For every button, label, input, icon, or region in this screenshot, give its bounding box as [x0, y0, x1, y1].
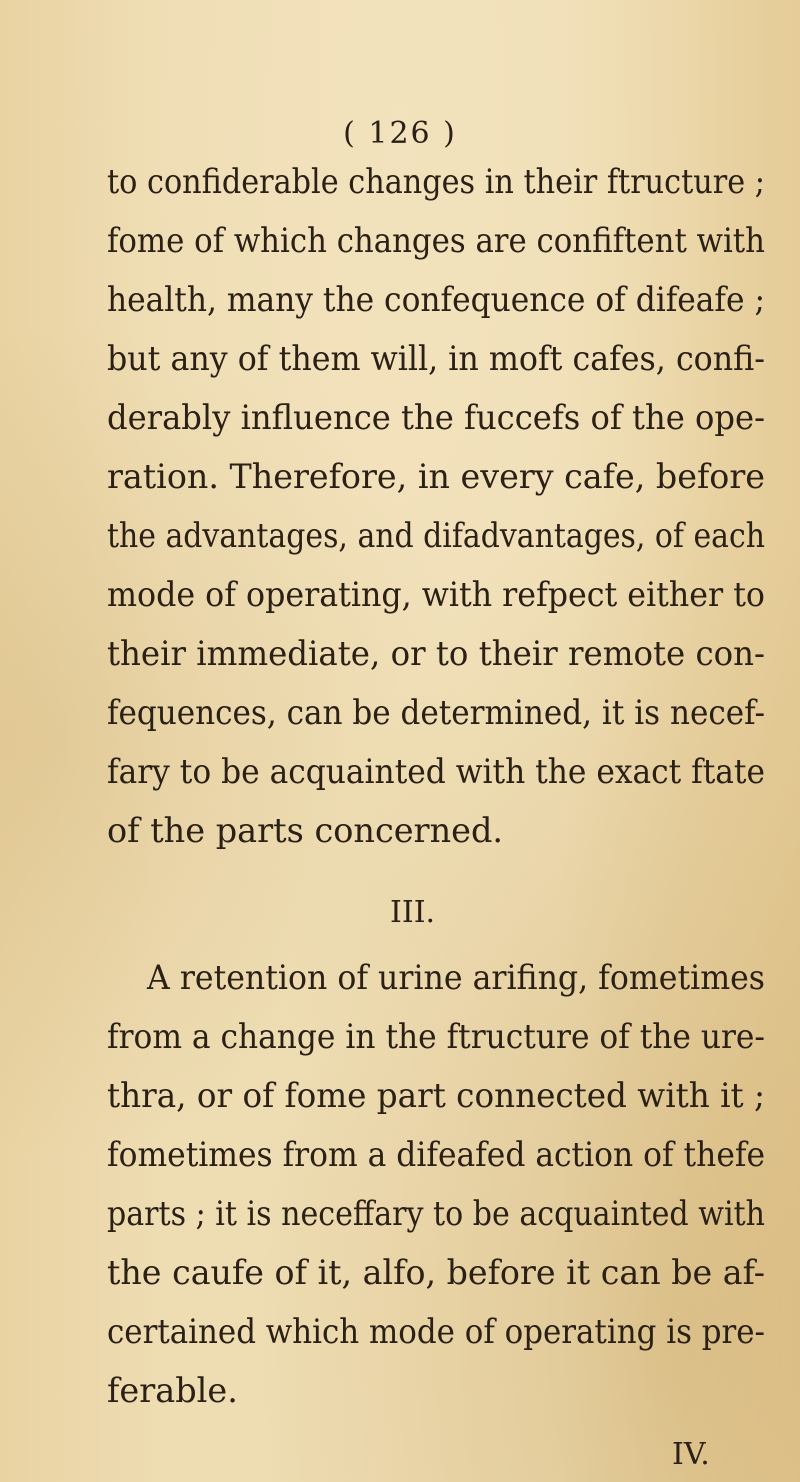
text-line: from a change in the ftructure of the ure- — [107, 1017, 765, 1056]
text-line: of the parts concerned. — [107, 811, 504, 850]
text-line: ration. Therefore, in every cafe, before — [107, 457, 765, 496]
text-line: A retention of urine arifing, fometimes — [147, 958, 765, 997]
text-line: fome of which changes are confiftent with — [107, 221, 765, 260]
text-line: mode of operating, with refpect either to — [107, 575, 765, 614]
text-line: their immediate, or to their remote con- — [107, 634, 765, 673]
text-line: ferable. — [107, 1371, 238, 1410]
text-line: derably influence the fuccefs of the ope- — [107, 398, 765, 437]
text-line: health, many the confequence of difeafe ; — [107, 280, 765, 319]
section-heading: III. — [390, 895, 436, 930]
text-line: fary to be acquainted with the exact ftate — [107, 752, 765, 791]
catchword: IV. — [672, 1437, 710, 1472]
text-line: but any of them will, in moft cafes, confi- — [107, 339, 765, 378]
text-line: to confiderable changes in their ftructure ; — [107, 162, 765, 201]
text-line: certained which mode of operating is pre- — [107, 1312, 765, 1351]
text-line: fequences, can be determined, it is necef- — [107, 693, 765, 732]
text-line: fometimes from a difeafed action of thefe — [107, 1135, 765, 1174]
page-number: ( 126 ) — [343, 116, 457, 151]
text-line: the caufe of it, alfo, before it can be af- — [107, 1253, 765, 1292]
text-line: thra, or of fome part connected with it ; — [107, 1076, 765, 1115]
text-line: parts ; it is neceffary to be acquainted with — [107, 1194, 765, 1233]
text-line: the advantages, and difadvantages, of each — [107, 516, 765, 555]
